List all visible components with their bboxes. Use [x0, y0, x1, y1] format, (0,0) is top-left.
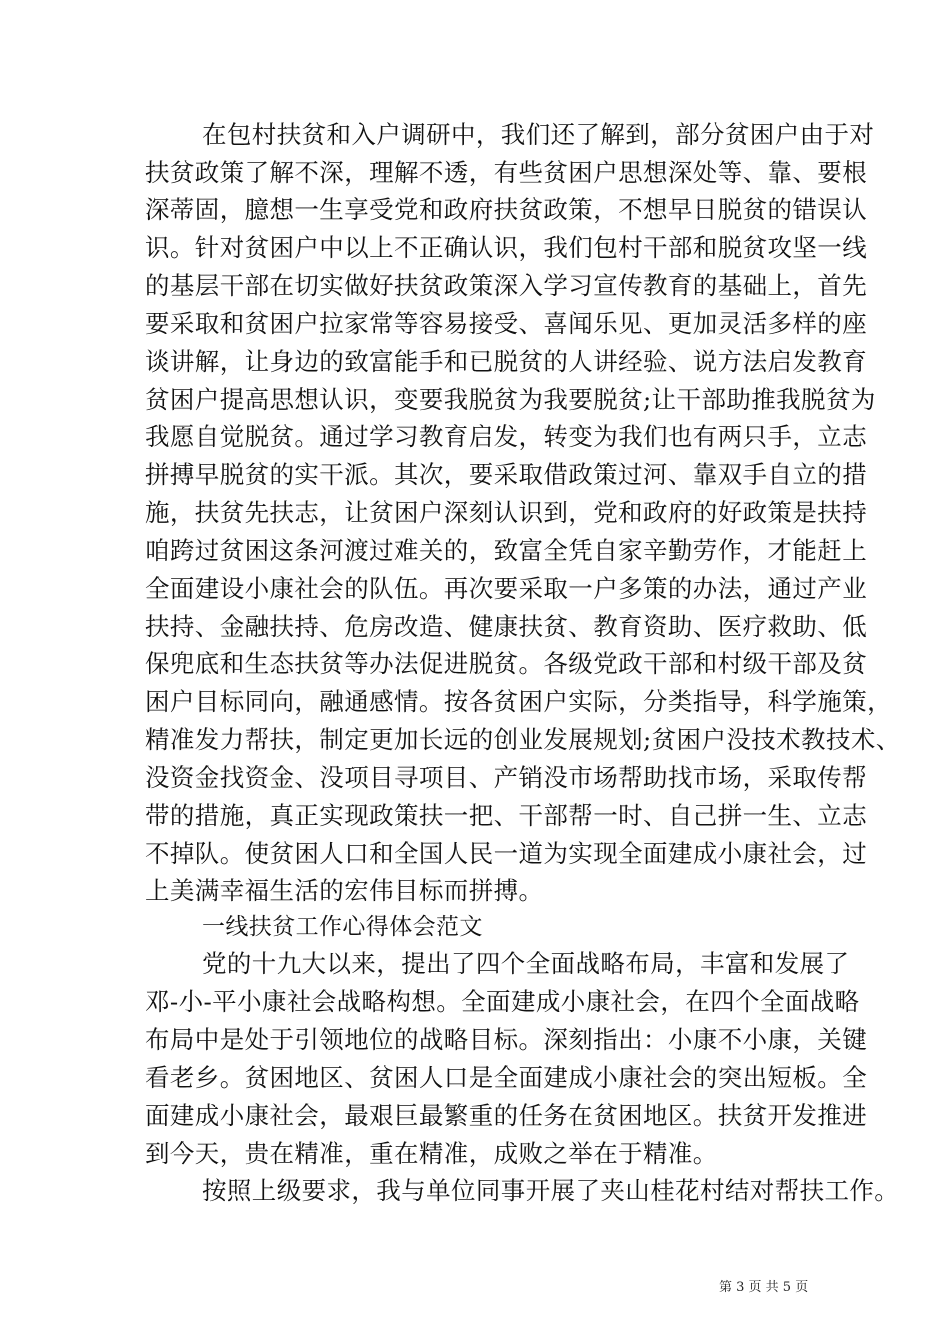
body-text-line: 在包村扶贫和入户调研中，我们还了解到，部分贫困户由于对: [202, 120, 875, 149]
body-text-line: 邓-小-平小康社会战略构想。全面建成小康社会，在四个全面战略: [145, 987, 860, 1016]
body-text-line: 拼搏早脱贫的实干派。其次，要采取借政策过河、靠双手自立的措: [145, 460, 868, 489]
section-heading: 一线扶贫工作心得体会范文: [202, 914, 483, 940]
body-text-line: 不掉队。使贫困人口和全国人民一道为实现全面建成小康社会，过: [145, 839, 868, 868]
body-text-line: 要采取和贫困户拉家常等容易接受、喜闻乐见、更加灵活多样的座: [145, 309, 868, 338]
body-text-line: 咱跨过贫困这条河渡过难关的，致富全凭自家辛勤劳作，才能赶上: [145, 536, 868, 565]
body-text-line: 没资金找资金、没项目寻项目、产销没市场帮助找市场，采取传帮: [145, 763, 868, 792]
body-text-line: 党的十九大以来，提出了四个全面战略布局，丰富和发展了: [202, 949, 850, 978]
body-text-line: 布局中是处于引领地位的战略目标。深刻指出：小康不小康，关键: [145, 1025, 868, 1054]
body-text-line: 施，扶贫先扶志，让贫困户深刻认识到，党和政府的好政策是扶持: [145, 498, 868, 527]
body-text-line: 我愿自觉脱贫。通过学习教育启发，转变为我们也有两只手，立志: [145, 422, 868, 451]
body-text-line: 上美满幸福生活的宏伟目标而拼搏。: [145, 876, 544, 905]
body-text-line: 保兜底和生态扶贫等办法促进脱贫。各级党政干部和村级干部及贫: [145, 649, 868, 678]
body-text-line: 谈讲解，让身边的致富能手和已脱贫的人讲经验、说方法启发教育: [145, 347, 868, 376]
body-text-line: 全面建设小康社会的队伍。再次要采取一户多策的办法，通过产业: [145, 574, 868, 603]
body-text-line: 到今天，贵在精准，重在精准，成败之举在于精准。: [145, 1139, 718, 1168]
body-text-line: 面建成小康社会，最艰巨最繁重的任务在贫困地区。扶贫开发推进: [145, 1101, 868, 1130]
body-text-line: 扶贫政策了解不深，理解不透，有些贫困户思想深处等、靠、要根: [145, 158, 868, 187]
body-text-line: 困户目标同向，融通感情。按各贫困户实际，分类指导，科学施策，: [145, 687, 892, 716]
body-text-line: 看老乡。贫困地区、贫困人口是全面建成小康社会的突出短板。全: [145, 1063, 868, 1092]
body-text-line: 按照上级要求，我与单位同事开展了夹山桂花村结对帮扶工作。: [202, 1176, 900, 1205]
page-number-footer: 第 3 页 共 5 页: [719, 1280, 809, 1295]
body-text-line: 识。针对贫困户中以上不正确认识，我们包村干部和脱贫攻坚一线: [145, 233, 868, 262]
body-text-line: 精准发力帮扶，制定更加长远的创业发展规划;贫困户没技术教技术、: [145, 725, 901, 754]
body-text-line: 深蒂固，臆想一生享受党和政府扶贫政策，不想早日脱贫的错误认: [145, 195, 868, 224]
body-text-line: 贫困户提高思想认识，变要我脱贫为我要脱贫;让干部助推我脱贫为: [145, 385, 876, 414]
body-text-line: 的基层干部在切实做好扶贫政策深入学习宣传教育的基础上，首先: [145, 271, 868, 300]
body-text-line: 扶持、金融扶持、危房改造、健康扶贫、教育资助、医疗救助、低: [145, 612, 868, 641]
body-text-line: 带的措施，真正实现政策扶一把、干部帮一时、自己拼一生、立志: [145, 801, 868, 830]
